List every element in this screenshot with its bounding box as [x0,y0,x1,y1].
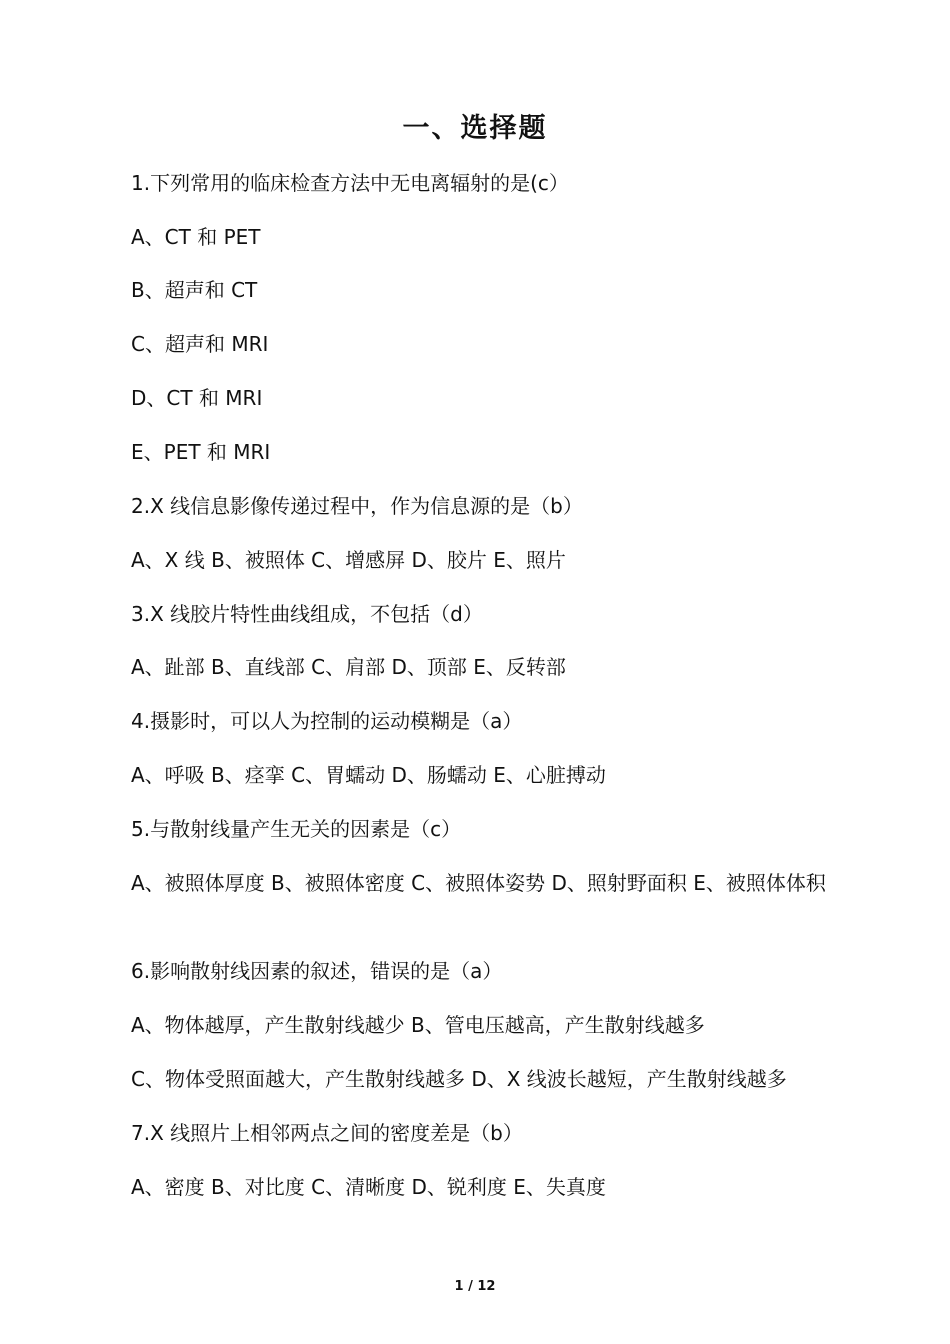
question-6-options-cd: C、物体受照面越大，产生散射线越多 D、X 线波长越短，产生散射线越多 [131,1067,787,1091]
section-title: 一、选择题 [402,113,548,144]
question-7: 7.X 线照片上相邻两点之间的密度差是（b） [131,1121,523,1145]
question-1: 1.下列常用的临床检查方法中无电离辐射的是(c） [131,171,569,195]
question-1-option-d: D、CT 和 MRI [131,386,263,410]
question-4-options: A、呼吸 B、痉挛 C、胃蠕动 D、肠蠕动 E、心脏搏动 [131,763,606,787]
question-5-options: A、被照体厚度 B、被照体密度 C、被照体姿势 D、照射野面积 E、被照体体积 [131,871,826,895]
question-5: 5.与散射线量产生无关的因素是（c） [131,817,462,841]
question-4: 4.摄影时，可以人为控制的运动模糊是（a） [131,709,523,733]
question-3: 3.X 线胶片特性曲线组成，不包括（d） [131,602,483,626]
question-2: 2.X 线信息影像传递过程中，作为信息源的是（b） [131,494,583,518]
question-1-option-c: C、超声和 MRI [131,332,269,356]
question-1-option-e: E、PET 和 MRI [131,440,271,464]
question-2-options: A、X 线 B、被照体 C、增感屏 D、胶片 E、照片 [131,548,566,572]
question-1-option-b: B、超声和 CT [131,278,258,302]
question-6: 6.影响散射线因素的叙述，错误的是（a） [131,959,503,983]
question-6-options-ab: A、物体越厚，产生散射线越少 B、管电压越高，产生散射线越多 [131,1013,705,1037]
question-3-options: A、趾部 B、直线部 C、肩部 D、顶部 E、反转部 [131,655,566,679]
page-number: 1 / 12 [454,1279,496,1294]
question-7-options: A、密度 B、对比度 C、清晰度 D、锐利度 E、失真度 [131,1175,606,1199]
question-1-option-a: A、CT 和 PET [131,225,261,249]
